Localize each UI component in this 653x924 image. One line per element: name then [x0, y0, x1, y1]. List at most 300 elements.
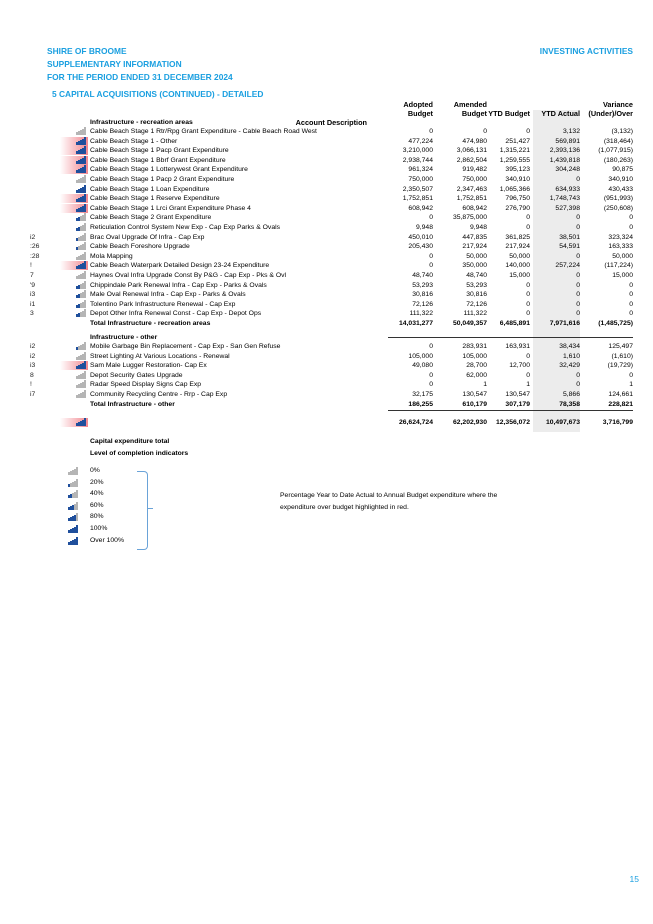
row-code-fragment: i3 — [30, 291, 36, 299]
account-description: Cable Beach Stage 1 Loan Expenditure — [90, 185, 210, 193]
amended-budget: 750,000 — [462, 176, 487, 183]
adopted-budget: 2,350,507 — [402, 185, 433, 193]
completion-bars-icon — [76, 290, 86, 298]
variance: 50,000 — [612, 252, 633, 260]
col-header-ytd-budget: YTD Budget — [488, 109, 530, 118]
variance: (1,610) — [611, 352, 633, 360]
col-header-amended-budget: Amended Budget — [453, 100, 487, 118]
completion-bars-icon — [76, 418, 86, 426]
col-header-variance: Variance (Under)/Over — [588, 100, 633, 118]
table-row — [0, 156, 653, 165]
ytd-actual: 32,429 — [559, 362, 580, 370]
adopted-budget: 0 — [429, 252, 433, 260]
subtotal-row — [0, 400, 653, 409]
ytd-actual: 0 — [576, 214, 580, 222]
account-description: Cable Beach Stage 1 Pacp Grant Expenditure — [90, 147, 229, 155]
account-description: Cable Beach Stage 1 Lotterywest Grant Expenditure — [90, 166, 248, 174]
variance: (180,263) — [603, 156, 633, 164]
adopted-budget: 477,224 — [408, 137, 433, 145]
amended-budget: 217,924 — [462, 243, 487, 251]
variance: 0 — [629, 300, 633, 308]
variance: 0 — [629, 291, 633, 299]
completion-bars-icon — [76, 281, 86, 289]
table-row — [0, 204, 653, 213]
ytd-actual: 0 — [576, 381, 580, 389]
ytd-budget: 251,427 — [505, 137, 530, 145]
table-row — [0, 300, 653, 309]
amended-budget: 447,835 — [462, 233, 487, 241]
table-row — [0, 223, 653, 232]
adopted-budget: 48,740 — [412, 272, 433, 279]
subtotal-ytd-actual: 7,971,616 — [549, 320, 580, 327]
completion-bars-icon — [76, 185, 86, 193]
completion-bars-icon — [76, 271, 86, 279]
table-row — [0, 146, 653, 155]
completion-indicator — [60, 213, 88, 222]
completion-bars-icon — [76, 223, 86, 231]
account-description: Cable Beach Stage 1 Rtr/Rpg Grant Expenditure - Cable Beach Road West — [90, 128, 317, 135]
ytd-actual: 0 — [576, 252, 580, 260]
adopted-budget: 0 — [429, 128, 433, 135]
legend-label: 20% — [90, 478, 104, 486]
completion-bars-icon — [76, 165, 86, 173]
completion-bars-icon — [76, 390, 86, 398]
legend-swatch — [60, 525, 88, 534]
table-row — [0, 242, 653, 251]
amended-budget: 2,862,504 — [456, 156, 487, 164]
completion-indicator — [60, 204, 88, 213]
subtotal-amended: 50,049,357 — [452, 320, 487, 327]
completion-indicator — [60, 137, 88, 146]
variance: 0 — [629, 281, 633, 289]
table-row — [0, 252, 653, 261]
variance: 0 — [629, 224, 633, 231]
completion-indicator — [60, 371, 88, 380]
table-row — [0, 261, 653, 270]
completion-bars-icon — [76, 175, 86, 183]
completion-bars-icon — [68, 479, 78, 487]
group-heading-recreation: Infrastructure - recreation areas — [90, 119, 193, 126]
adopted-budget: 111,322 — [409, 310, 433, 318]
capex-total-label: Capital expenditure total — [90, 438, 170, 445]
account-description: Cable Beach Stage 2 Grant Expenditure — [90, 214, 212, 222]
subtotal-adopted: 186,255 — [408, 400, 433, 408]
ytd-budget: 140,000 — [505, 262, 530, 270]
completion-bars-icon — [76, 371, 86, 379]
legend-swatch — [60, 490, 88, 499]
completion-indicator — [60, 300, 88, 309]
row-code-fragment: 8 — [30, 371, 34, 379]
variance: 0 — [629, 310, 633, 318]
adopted-budget: 0 — [429, 343, 433, 350]
variance: (1,077,915) — [598, 147, 633, 155]
amended-budget: 1,752,851 — [456, 195, 487, 203]
completion-bars-icon — [76, 204, 86, 212]
adopted-budget: 72,126 — [412, 300, 433, 308]
table-row — [0, 194, 653, 203]
completion-indicator — [60, 194, 88, 203]
ytd-budget: 0 — [526, 281, 530, 289]
page-number: 15 — [629, 874, 639, 884]
ytd-budget: 0 — [526, 224, 530, 231]
completion-indicator — [60, 352, 88, 361]
completion-indicator — [60, 261, 88, 270]
ytd-budget: 0 — [526, 300, 530, 308]
account-description: Mola Mapping — [90, 252, 133, 260]
completion-indicator — [60, 252, 88, 261]
amended-budget: 3,066,131 — [456, 147, 487, 155]
account-description: Cable Beach Stage 1 Bbrf Grant Expenditure — [90, 156, 226, 164]
subtotal-variance: 228,821 — [608, 400, 633, 408]
adopted-budget: 205,430 — [408, 243, 433, 251]
legend-label: Over 100% — [90, 536, 125, 544]
ytd-actual: 0 — [576, 176, 580, 183]
adopted-budget: 32,175 — [412, 391, 433, 398]
amended-budget: 53,293 — [466, 281, 487, 289]
amended-budget: 350,000 — [462, 262, 487, 270]
account-description: Mobile Garbage Bin Replacement - Cap Exp - San Gen Refuse — [90, 343, 281, 350]
amended-budget: 35,875,000 — [452, 214, 487, 222]
ytd-actual: 0 — [576, 272, 580, 279]
completion-bars-icon — [76, 146, 86, 154]
table-row — [0, 390, 653, 399]
adopted-budget: 105,000 — [408, 352, 433, 360]
table-row — [0, 342, 653, 351]
variance: 0 — [629, 214, 633, 222]
completion-indicator — [60, 380, 88, 389]
amended-budget: 30,816 — [466, 291, 487, 299]
completion-indicator — [60, 223, 88, 232]
ytd-budget: 796,750 — [505, 195, 530, 203]
variance: 430,433 — [608, 185, 633, 193]
ytd-budget: 12,700 — [509, 362, 530, 370]
account-description: Cable Beach Waterpark Detailed Design 23-24 Expenditure — [90, 262, 270, 270]
row-code-fragment: i7 — [30, 391, 36, 398]
subtotal-adopted: 14,031,277 — [398, 320, 433, 327]
subtotal-ytd-actual: 78,358 — [559, 400, 580, 408]
ytd-budget: 15,000 — [509, 272, 530, 279]
account-description: Cable Beach Stage 1 Pacp 2 Grant Expenditure — [90, 176, 235, 183]
completion-bars-icon — [76, 261, 86, 269]
account-description: Tolentino Park Infrastructure Renewal - Cap Exp — [90, 300, 236, 308]
row-code-fragment: 7 — [30, 272, 34, 279]
grand-total-ytd-actual: 10,497,673 — [545, 419, 580, 426]
table-row — [0, 185, 653, 194]
adopted-budget: 9,948 — [415, 224, 433, 231]
ytd-budget: 50,000 — [509, 252, 530, 260]
adopted-budget: 0 — [429, 371, 433, 379]
row-code-fragment: i1 — [30, 300, 36, 308]
adopted-budget: 450,010 — [408, 233, 433, 241]
completion-indicator — [60, 281, 88, 290]
completion-indicator — [60, 390, 88, 399]
completion-indicator — [60, 165, 88, 174]
ytd-budget: 1,065,366 — [499, 185, 530, 193]
account-description: Sam Male Lugger Restoration- Cap Ex — [90, 362, 207, 370]
account-description: Street Lighting At Various Locations - Renewal — [90, 352, 230, 360]
ytd-actual: 0 — [576, 291, 580, 299]
ytd-budget: 0 — [526, 371, 530, 379]
amended-budget: 50,000 — [466, 252, 487, 260]
adopted-budget: 0 — [429, 381, 433, 389]
grand-total-adopted: 26,624,724 — [398, 419, 433, 426]
ytd-budget: 1 — [526, 381, 530, 389]
ytd-budget: 361,825 — [505, 233, 530, 241]
table-row — [0, 175, 653, 184]
legend-swatch — [60, 537, 88, 546]
table-row — [0, 213, 653, 222]
completion-indicator — [60, 185, 88, 194]
amended-budget: 608,942 — [462, 204, 487, 212]
report-period: FOR THE PERIOD ENDED 31 DECEMBER 2024 — [47, 72, 233, 82]
ytd-budget: 340,910 — [505, 176, 530, 183]
amended-budget: 1 — [483, 381, 487, 389]
subtotal-variance: (1,485,725) — [598, 320, 633, 327]
variance: 90,875 — [612, 166, 633, 174]
variance: 0 — [629, 371, 633, 379]
amended-budget: 0 — [483, 128, 487, 135]
account-description: Cable Beach Stage 1 - Other — [90, 137, 178, 145]
variance: 15,000 — [612, 272, 633, 279]
legend-label: 60% — [90, 501, 104, 509]
ytd-actual: 3,132 — [562, 128, 580, 135]
account-description: Brac Oval Upgrade Of Infra - Cap Exp — [90, 233, 205, 241]
org-name: SHIRE OF BROOME — [47, 46, 127, 56]
completion-bars-icon — [68, 513, 78, 521]
completion-indicator — [60, 127, 88, 136]
adopted-budget: 53,293 — [412, 281, 433, 289]
legend-swatch — [60, 513, 88, 522]
variance: 340,910 — [608, 176, 633, 183]
grand-total-rule — [388, 410, 633, 411]
subtotal-amended: 610,179 — [462, 400, 487, 408]
ytd-budget: 1,315,221 — [499, 147, 530, 155]
subtotal-label: Total Infrastructure - recreation areas — [90, 320, 211, 327]
adopted-budget: 608,942 — [408, 204, 433, 212]
ytd-budget: 217,924 — [505, 243, 530, 251]
amended-budget: 919,482 — [462, 166, 487, 174]
completion-bars-icon — [76, 309, 86, 317]
account-description: Haynes Oval Infra Upgrade Const By P&G - Cap Exp - Pks & Ovl — [90, 272, 287, 279]
adopted-budget: 3,210,000 — [402, 147, 433, 155]
report-category: INVESTING ACTIVITIES — [539, 46, 633, 56]
completion-bars-icon — [76, 233, 86, 241]
completion-bars-icon — [68, 490, 78, 498]
completion-indicator — [60, 309, 88, 318]
table-row — [0, 281, 653, 290]
adopted-budget: 49,080 — [412, 362, 433, 370]
amended-budget: 72,126 — [466, 300, 487, 308]
legend-bracket-tip — [147, 508, 153, 509]
completion-bars-icon — [68, 502, 78, 510]
subtotal-ytd-budget: 307,179 — [505, 400, 530, 408]
adopted-budget: 2,938,744 — [402, 156, 433, 164]
col-header-description: Account Description — [295, 118, 367, 127]
variance: 124,661 — [608, 391, 633, 398]
completion-indicator — [60, 290, 88, 299]
table-row — [0, 271, 653, 280]
ytd-budget: 0 — [526, 291, 530, 299]
row-code-fragment: 3 — [30, 310, 34, 318]
table-row — [0, 127, 653, 136]
amended-budget: 105,000 — [462, 352, 487, 360]
section-title: 5 CAPITAL ACQUISITIONS (CONTINUED) - DETAILED — [52, 89, 264, 99]
adopted-budget: 961,324 — [408, 166, 433, 174]
ytd-budget: 276,790 — [505, 204, 530, 212]
variance: 323,324 — [608, 233, 633, 241]
grand-total-row — [0, 418, 653, 427]
legend-label: 0% — [90, 467, 100, 474]
ytd-budget: 1,259,555 — [499, 156, 530, 164]
grand-total-variance: 3,716,799 — [602, 419, 633, 426]
completion-indicator — [60, 271, 88, 280]
legend-swatch — [60, 467, 88, 476]
ytd-budget: 130,547 — [505, 391, 530, 398]
variance: (117,224) — [604, 262, 633, 270]
completion-bars-icon — [68, 525, 78, 533]
account-description: Reticulation Control System New Exp - Cap Exp Parks & Ovals — [90, 224, 281, 231]
ytd-budget: 395,123 — [505, 166, 530, 174]
table-row — [0, 371, 653, 380]
completion-indicator — [60, 156, 88, 165]
account-description: Depot Other Infra Renewal Const - Cap Exp - Depot Ops — [90, 310, 262, 318]
variance: 163,333 — [608, 243, 633, 251]
variance: (318,464) — [603, 137, 633, 145]
completion-bars-icon — [76, 127, 86, 135]
ytd-budget: 0 — [526, 214, 530, 222]
completion-indicator — [60, 342, 88, 351]
completion-indicator — [60, 361, 88, 370]
account-description: Radar Speed Display Signs Cap Exp — [90, 381, 202, 389]
table-row — [0, 165, 653, 174]
completion-bars-icon — [76, 156, 86, 164]
variance: (3,132) — [611, 128, 633, 135]
ytd-actual: 0 — [576, 224, 580, 231]
table-row — [0, 380, 653, 389]
row-code-fragment: i2 — [30, 233, 36, 241]
amended-budget: 130,547 — [462, 391, 487, 398]
table-row — [0, 309, 653, 318]
subtotal-label: Total Infrastructure - other — [90, 400, 175, 408]
ytd-actual: 1,439,818 — [549, 156, 580, 164]
completion-bars-icon — [76, 300, 86, 308]
variance: (19,729) — [607, 362, 633, 370]
ytd-actual: 0 — [576, 310, 580, 318]
completion-bars-icon — [76, 342, 86, 350]
account-description: Depot Security Gates Upgrade — [90, 371, 183, 379]
legend-note-line-2: expenditure over budget highlighted in red. — [280, 504, 409, 511]
completion-bars-icon — [76, 137, 86, 145]
adopted-budget: 30,816 — [412, 291, 433, 299]
row-code-fragment: i2 — [30, 352, 36, 360]
ytd-actual: 0 — [576, 281, 580, 289]
table-row — [0, 233, 653, 242]
completion-bars-icon — [76, 352, 86, 360]
table-row — [0, 137, 653, 146]
account-description: Male Oval Renewal Infra - Cap Exp - Parks & Ovals — [90, 291, 246, 299]
completion-indicator — [60, 233, 88, 242]
amended-budget: 48,740 — [466, 272, 487, 279]
ytd-actual: 54,591 — [559, 243, 580, 251]
completion-bars-icon — [76, 252, 86, 260]
amended-budget: 111,322 — [463, 310, 487, 318]
row-code-fragment: ! — [30, 381, 32, 389]
table-row — [0, 290, 653, 299]
adopted-budget: 1,752,851 — [402, 195, 433, 203]
completion-bars-icon — [76, 380, 86, 388]
amended-budget: 28,700 — [466, 362, 487, 370]
legend-swatch — [60, 479, 88, 488]
ytd-actual: 634,933 — [555, 185, 580, 193]
amended-budget: 283,931 — [462, 343, 487, 350]
ytd-budget: 0 — [526, 128, 530, 135]
ytd-actual: 304,248 — [555, 166, 580, 174]
amended-budget: 9,948 — [469, 224, 487, 231]
completion-indicator — [60, 242, 88, 251]
adopted-budget: 0 — [429, 262, 433, 270]
subtotal-row — [0, 319, 653, 328]
account-description: Chippindale Park Renewal Infra - Cap Exp - Parks & Ovals — [90, 281, 267, 289]
ytd-budget: 163,931 — [505, 343, 530, 350]
completion-legend-title: Level of completion indicators — [90, 450, 189, 457]
legend-label: 80% — [90, 513, 104, 521]
row-code-fragment: ! — [30, 262, 32, 270]
ytd-actual: 38,501 — [559, 233, 580, 241]
legend-note-line-1: Percentage Year to Date Actual to Annual Budget expenditure where the — [280, 492, 498, 499]
ytd-actual: 569,891 — [555, 137, 580, 145]
adopted-budget: 750,000 — [408, 176, 433, 183]
ytd-actual: 0 — [576, 300, 580, 308]
completion-bars-icon — [68, 537, 78, 545]
grand-total-amended: 62,202,930 — [452, 419, 487, 426]
subtotal-rule — [388, 337, 633, 338]
ytd-actual: 257,224 — [555, 262, 580, 270]
table-row — [0, 352, 653, 361]
ytd-budget: 0 — [526, 310, 530, 318]
report-subtitle: SUPPLEMENTARY INFORMATION — [47, 59, 182, 69]
ytd-budget: 0 — [526, 352, 530, 360]
row-code-fragment: i3 — [30, 362, 36, 370]
ytd-actual: 527,398 — [555, 204, 580, 212]
amended-budget: 62,000 — [466, 371, 487, 379]
grand-total-ytd-budget: 12,356,072 — [495, 419, 530, 426]
account-description: Cable Beach Stage 1 Lrci Grant Expenditure Phase 4 — [90, 204, 251, 212]
amended-budget: 474,980 — [462, 137, 487, 145]
completion-indicator — [60, 175, 88, 184]
completion-indicator — [60, 146, 88, 155]
ytd-actual: 0 — [576, 371, 580, 379]
subtotal-ytd-budget: 6,485,891 — [499, 320, 530, 327]
row-code-fragment: i2 — [30, 343, 36, 350]
ytd-actual: 38,434 — [559, 343, 580, 350]
account-description: Community Recycling Centre - Rrp - Cap Exp — [90, 391, 228, 398]
group-heading-other: Infrastructure - other — [90, 334, 158, 341]
legend-label: 40% — [90, 490, 104, 498]
variance: 125,497 — [608, 343, 633, 350]
completion-bars-icon — [76, 242, 86, 250]
row-code-fragment: :28 — [30, 252, 40, 260]
row-code-fragment: :26 — [30, 243, 40, 251]
variance: (951,993) — [603, 195, 633, 203]
col-header-adopted-budget: Adopted Budget — [403, 100, 433, 118]
ytd-actual: 1,610 — [562, 352, 580, 360]
ytd-actual: 1,748,743 — [549, 195, 580, 203]
ytd-actual: 2,393,136 — [549, 147, 580, 155]
legend-bracket — [137, 471, 148, 550]
variance: 1 — [629, 381, 633, 389]
account-description: Cable Beach Foreshore Upgrade — [90, 243, 190, 251]
legend-label: 100% — [90, 525, 108, 532]
